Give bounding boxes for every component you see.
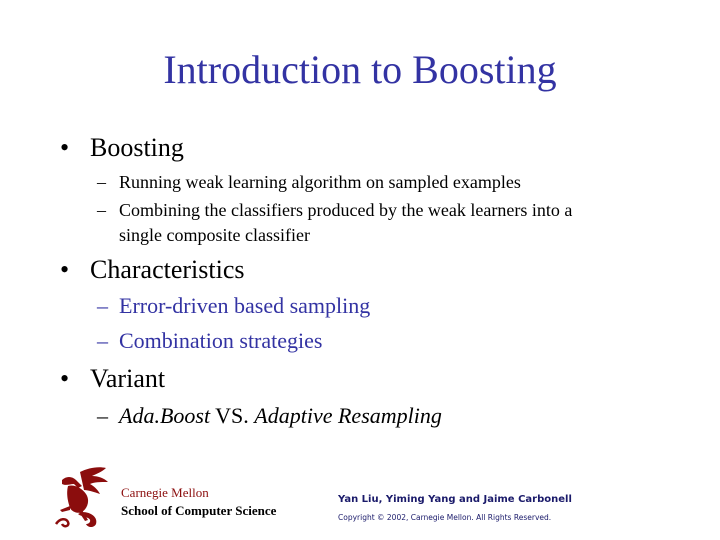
bullet-dot: • [60,255,70,284]
variant-vs: VS. [210,403,255,428]
sub-text: Combination strategies [119,328,323,353]
variant-term-b: Adaptive Resampling [254,403,442,428]
org-school: School of Computer Science [121,503,277,518]
sub-dash: – [97,403,108,428]
slide-title: Introduction to Boosting [163,47,557,92]
bullet-label: Boosting [90,133,184,162]
sub-dash: – [97,172,106,192]
bullet-label: Characteristics [90,255,245,284]
sub-text: Error-driven based sampling [119,293,371,318]
griffin-icon [52,466,112,530]
footer-organization [121,484,276,520]
sub-text: Combining the classifiers produced by the weak learners into a [119,200,573,220]
footer-credits [338,494,572,522]
sub-dash: – [97,328,108,353]
sub-dash: – [97,293,108,318]
variant-term-a: Ada.Boost [119,403,211,428]
bullet-dot: • [60,364,70,393]
copyright: Copyright © 2002, Carnegie Mellon. All Rights Reserved. [338,513,552,522]
bullet-dot: • [60,133,70,162]
org-name: Carnegie Mellon [121,485,209,500]
authors: Yan Liu, Yiming Yang and Jaime Carbonell [338,494,572,505]
sub-text: Running weak learning algorithm on sampled examples [119,172,521,192]
sub-text: single composite classifier [119,225,310,245]
bullet-label: Variant [90,364,166,393]
variant-text [119,402,442,430]
sub-dash: – [97,200,106,220]
